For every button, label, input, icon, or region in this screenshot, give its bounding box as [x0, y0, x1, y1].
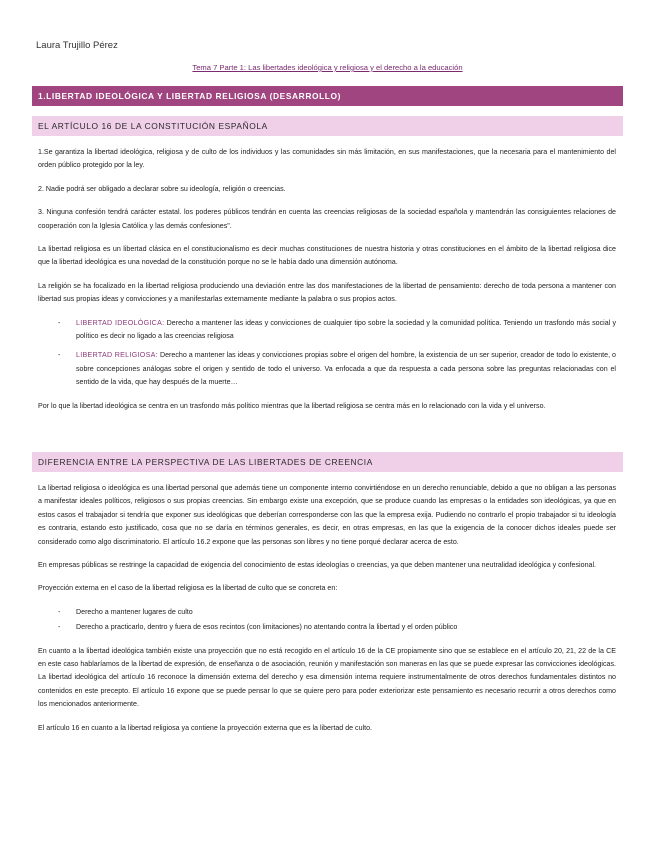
- definition-text: Derecho a mantener las ideas y convicciones de cualquier tipo sobre la sociedad y la comunidad política. Teniendo un trasfondo más social y político es decir no ligado a las creencias religiosa: [76, 318, 616, 341]
- freedom-definitions-list: [38, 317, 616, 390]
- list-item: [38, 606, 616, 619]
- list-item: [38, 317, 616, 344]
- paragraph: Por lo que la libertad ideológica se centra en un trasfondo más político mientras que la libertad religiosa se centra más en lo relacionado con la vida y el universo.: [38, 401, 546, 410]
- paragraph: En cuanto a la libertad ideológica también existe una proyección que no está recogido en el artículo 16 de la CE propiamente sino que se establece en el artículo 20, 21, 22 de la CE en este caso hablaríamos de la libertad de expresión, de enseñanza o de asociación, reunión y manifestación son maneras en las que se puede expresar las convicciones ideológicas. La libertad ideológica del artículo 16 reconoce la dimensión externa del derecho y esa dimensión interna requiere instrumentalmente de otros derechos fundamentales distintos no contenidos en este precepto. El artículo 16 expone que se puede pensar lo que se quiere pero para poder exteriorizar este pensamiento es necesario recurrir a otros derechos como los mencionados anteriormente.: [38, 646, 616, 709]
- list-item: [38, 621, 616, 634]
- term-religious-freedom: LIBERTAD RELIGIOSA:: [76, 351, 158, 360]
- paragraph: En empresas públicas se restringe la capacidad de exigencia del conocimiento de estas ideologías o creencias, ya que deben mantener una neutralidad ideológica y confesional.: [38, 561, 597, 570]
- list-item: [38, 349, 616, 389]
- author-name: Laura Trujillo Pérez: [36, 40, 118, 51]
- paragraph: La libertad religiosa o ideológica es una libertad personal que además tiene un componente interno convirtiéndose en un derecho renunciable, debido a que no obligan a las personas a manifestar ideales políticos, religiosos o sus propias creencias. Sin embargo existe una excepción, que se produce cuando las empresas o la entidades son ideológicas, ya que en estos casos el trabajador si tendría que exponer sus ideológicas que deberían corresponderse con las que la empresa exija. Pudiendo no contrarlo el propio trabajador si tu ideología es contraria, estando esto justificado, cosa que no se daría en términos generales, es decir, en otras empresas, en las que la exigencia de la conocer dichos ideales puede ser considerado como algo discriminatorio. El artículo 16.2 expone que las personas son libres y no tiene porqué declarar acerca de esto.: [38, 484, 616, 546]
- paragraph: 1.Se garantiza la libertad ideológica, religiosa y de culto de los individuos y las comunidades sin más limitación, en sus manifestaciones, que la necesaria para el mantenimiento del orden público protegido por la ley.: [38, 148, 616, 170]
- dash-bullet: -: [58, 607, 61, 616]
- dash-bullet: -: [58, 318, 61, 327]
- dash-bullet: -: [58, 623, 61, 632]
- definition-text: Derecho a mantener las ideas y convicciones propias sobre el origen del hombre, la existencia de un ser superior, creador de todo lo existente, o sobre concepciones análogas sobre el origen y sentido de todo el universo. Va enfocada a que da respuesta a cada persona sobre las preguntas relacionadas con el sentido de la vida, que hay después de la muerte…: [76, 351, 616, 387]
- subsection-heading-article-16: EL ARTÍCULO 16 DE LA CONSTITUCIÓN ESPAÑOLA: [32, 116, 623, 136]
- dash-bullet: -: [58, 351, 61, 360]
- paragraph: La libertad religiosa es un libertad clásica en el constitucionalismo es decir muchas constituciones de nuestra historia y otras constituciones en el ámbito de la libertad religiosa dice que la libertad ideológica es una novedad de la constitución porque no se le había dado una dimensión autónoma.: [38, 245, 616, 267]
- topic-title[interactable]: Tema 7 Parte 1: Las libertades ideológica y religiosa y el derecho a la educación: [192, 63, 463, 72]
- paragraph: Proyección externa en el caso de la libertad religiosa es la libertad de culto que se concreta en:: [38, 584, 338, 593]
- subsection-heading-differences: DIFERENCIA ENTRE LA PERSPECTIVA DE LAS LIBERTADES DE CREENCIA: [32, 452, 623, 472]
- paragraph: La religión se ha focalizado en la libertad religiosa produciendo una deviación entre las dos manifestaciones de la libertad de pensamiento: derecho de toda persona a mantener con libertad sus propias ideas y convicciones y a manifestarlas externamente mediante la palabra o sus propios actos.: [38, 281, 616, 304]
- paragraph: 2. Nadie podrá ser obligado a declarar sobre su ideología, religión o creencias.: [38, 184, 286, 193]
- section1-body: [38, 146, 616, 423]
- term-ideological-freedom: LIBERTAD IDEOLÓGICA:: [76, 318, 165, 327]
- list-item-text: Derecho a practicarlo, dentro y fuera de esos recintos (con limitaciones) no atentando contra la libertad y el orden público: [76, 623, 458, 632]
- paragraph: 3. Ninguna confesión tendrá carácter estatal. los poderes públicos tendrán en cuenta las creencias religiosas de la sociedad española y mantendrán las consiguientes relaciones de cooperación con la Iglesia Católica y las demás confesiones".: [38, 208, 616, 230]
- section2-body: [38, 482, 616, 745]
- section-heading: 1.LIBERTAD IDEOLÓGICA Y LIBERTAD RELIGIOSA (DESARROLLO): [32, 86, 623, 106]
- worship-rights-list: [38, 606, 616, 635]
- paragraph: El artículo 16 en cuanto a la libertad religiosa ya contiene la proyección externa que es la libertad de culto.: [38, 723, 373, 732]
- list-item-text: Derecho a mantener lugares de culto: [76, 607, 193, 616]
